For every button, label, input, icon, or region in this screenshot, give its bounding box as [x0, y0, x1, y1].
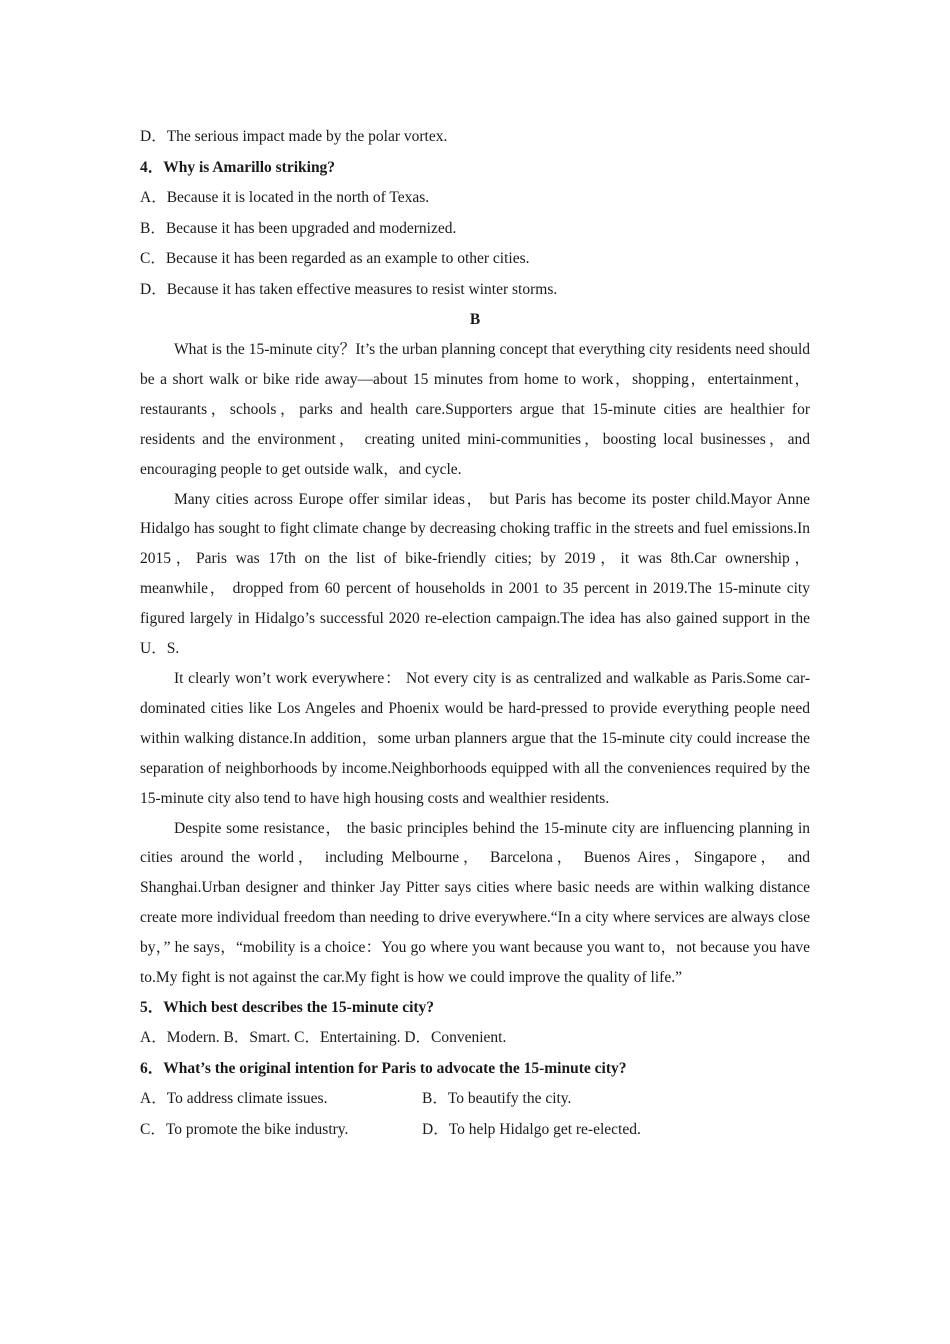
question-5-options: A．Modern. B．Smart. C．Entertaining. D．Convenient.: [140, 1029, 507, 1047]
passage-paragraph-3: It clearly won’t work everywhere： Not every city is as centralized and walkable as Paris.Some car-dominated cities like Los Angeles and Phoenix would be hard-pressed to provide everything people need within walking distance.In addition，some urban planners argue that the 15-minute city could increase the separation of neighborhoods by income.Neighborhoods equipped with all the conveniences required by the 15-minute city also tend to have high housing costs and wealthier residents.: [140, 669, 810, 807]
question-4-option-d: D．Because it has taken effective measures to resist winter storms.: [140, 280, 558, 298]
option-d-prev: D．The serious impact made by the polar vortex.: [140, 128, 448, 145]
exam-page: [140, 122, 810, 1145]
question-6-option-b: B．To beautify the city.: [422, 1090, 572, 1108]
question-6-option-c: C．To promote the bike industry.: [140, 1120, 349, 1138]
question-4-option-b: B．Because it has been upgraded and modernized.: [140, 219, 457, 237]
passage-paragraph-4: Despite some resistance， the basic principles behind the 15-minute city are influencing planning in cities around the world， including Melbourne， Barcelona， Buenos Aires，Singapore， and Shanghai.Urban designer and thinker Jay Pitter says cities where basic needs are within walking distance create more individual freedom than needing to drive everywhere.“In a city where services are always close by，” he says，“mobility is a choice：You go where you want because you want to，not because you have to.My fight is not against the car.My fight is how we could improve the quality of life.”: [140, 819, 810, 987]
question-4-option-a: A．Because it is located in the north of Texas.: [140, 189, 430, 206]
passage-paragraph-2: Many cities across Europe offer similar ideas， but Paris has become its poster child.Mayor Anne Hidalgo has sought to fight climate change by decreasing choking traffic in the streets and fuel emissions.In 2015，Paris was 17th on the list of bike-friendly cities; by 2019，it was 8th.Car ownership， meanwhile， dropped from 60 percent of households in 2001 to 35 percent in 2019.The 15-minute city figured largely in Hidalgo’s successful 2020 re-election campaign.The idea has also gained support in the U．S.: [140, 490, 810, 658]
passage-paragraph-1: What is the 15-minute city？It’s the urban planning concept that everything city residents need should be a short walk or bike ride away—about 15 minutes from home to work，shopping，entertainment，restaurants，schools，parks and health care.Supporters argue that 15-minute cities are healthier for residents and the environment， creating united mini-communities，boosting local businesses，and encouraging people to get outside walk，and cycle.: [140, 341, 810, 478]
question-6-options-row-1: [140, 1084, 810, 1115]
section-heading: B: [469, 311, 481, 328]
question-6-options-row-2: [140, 1115, 810, 1146]
question-5-stem: 5．Which best describes the 15-minute city?: [140, 998, 435, 1016]
question-4-option-c: C．Because it has been regarded as an example to other cities.: [140, 250, 530, 267]
question-6-stem: 6．What’s the original intention for Paris to advocate the 15-minute city?: [140, 1059, 627, 1077]
question-6-option-a: A．To address climate issues.: [140, 1090, 328, 1108]
question-4-stem: 4．Why is Amarillo striking?: [140, 158, 336, 176]
question-6-option-d: D．To help Hidalgo get re-elected.: [422, 1120, 641, 1138]
